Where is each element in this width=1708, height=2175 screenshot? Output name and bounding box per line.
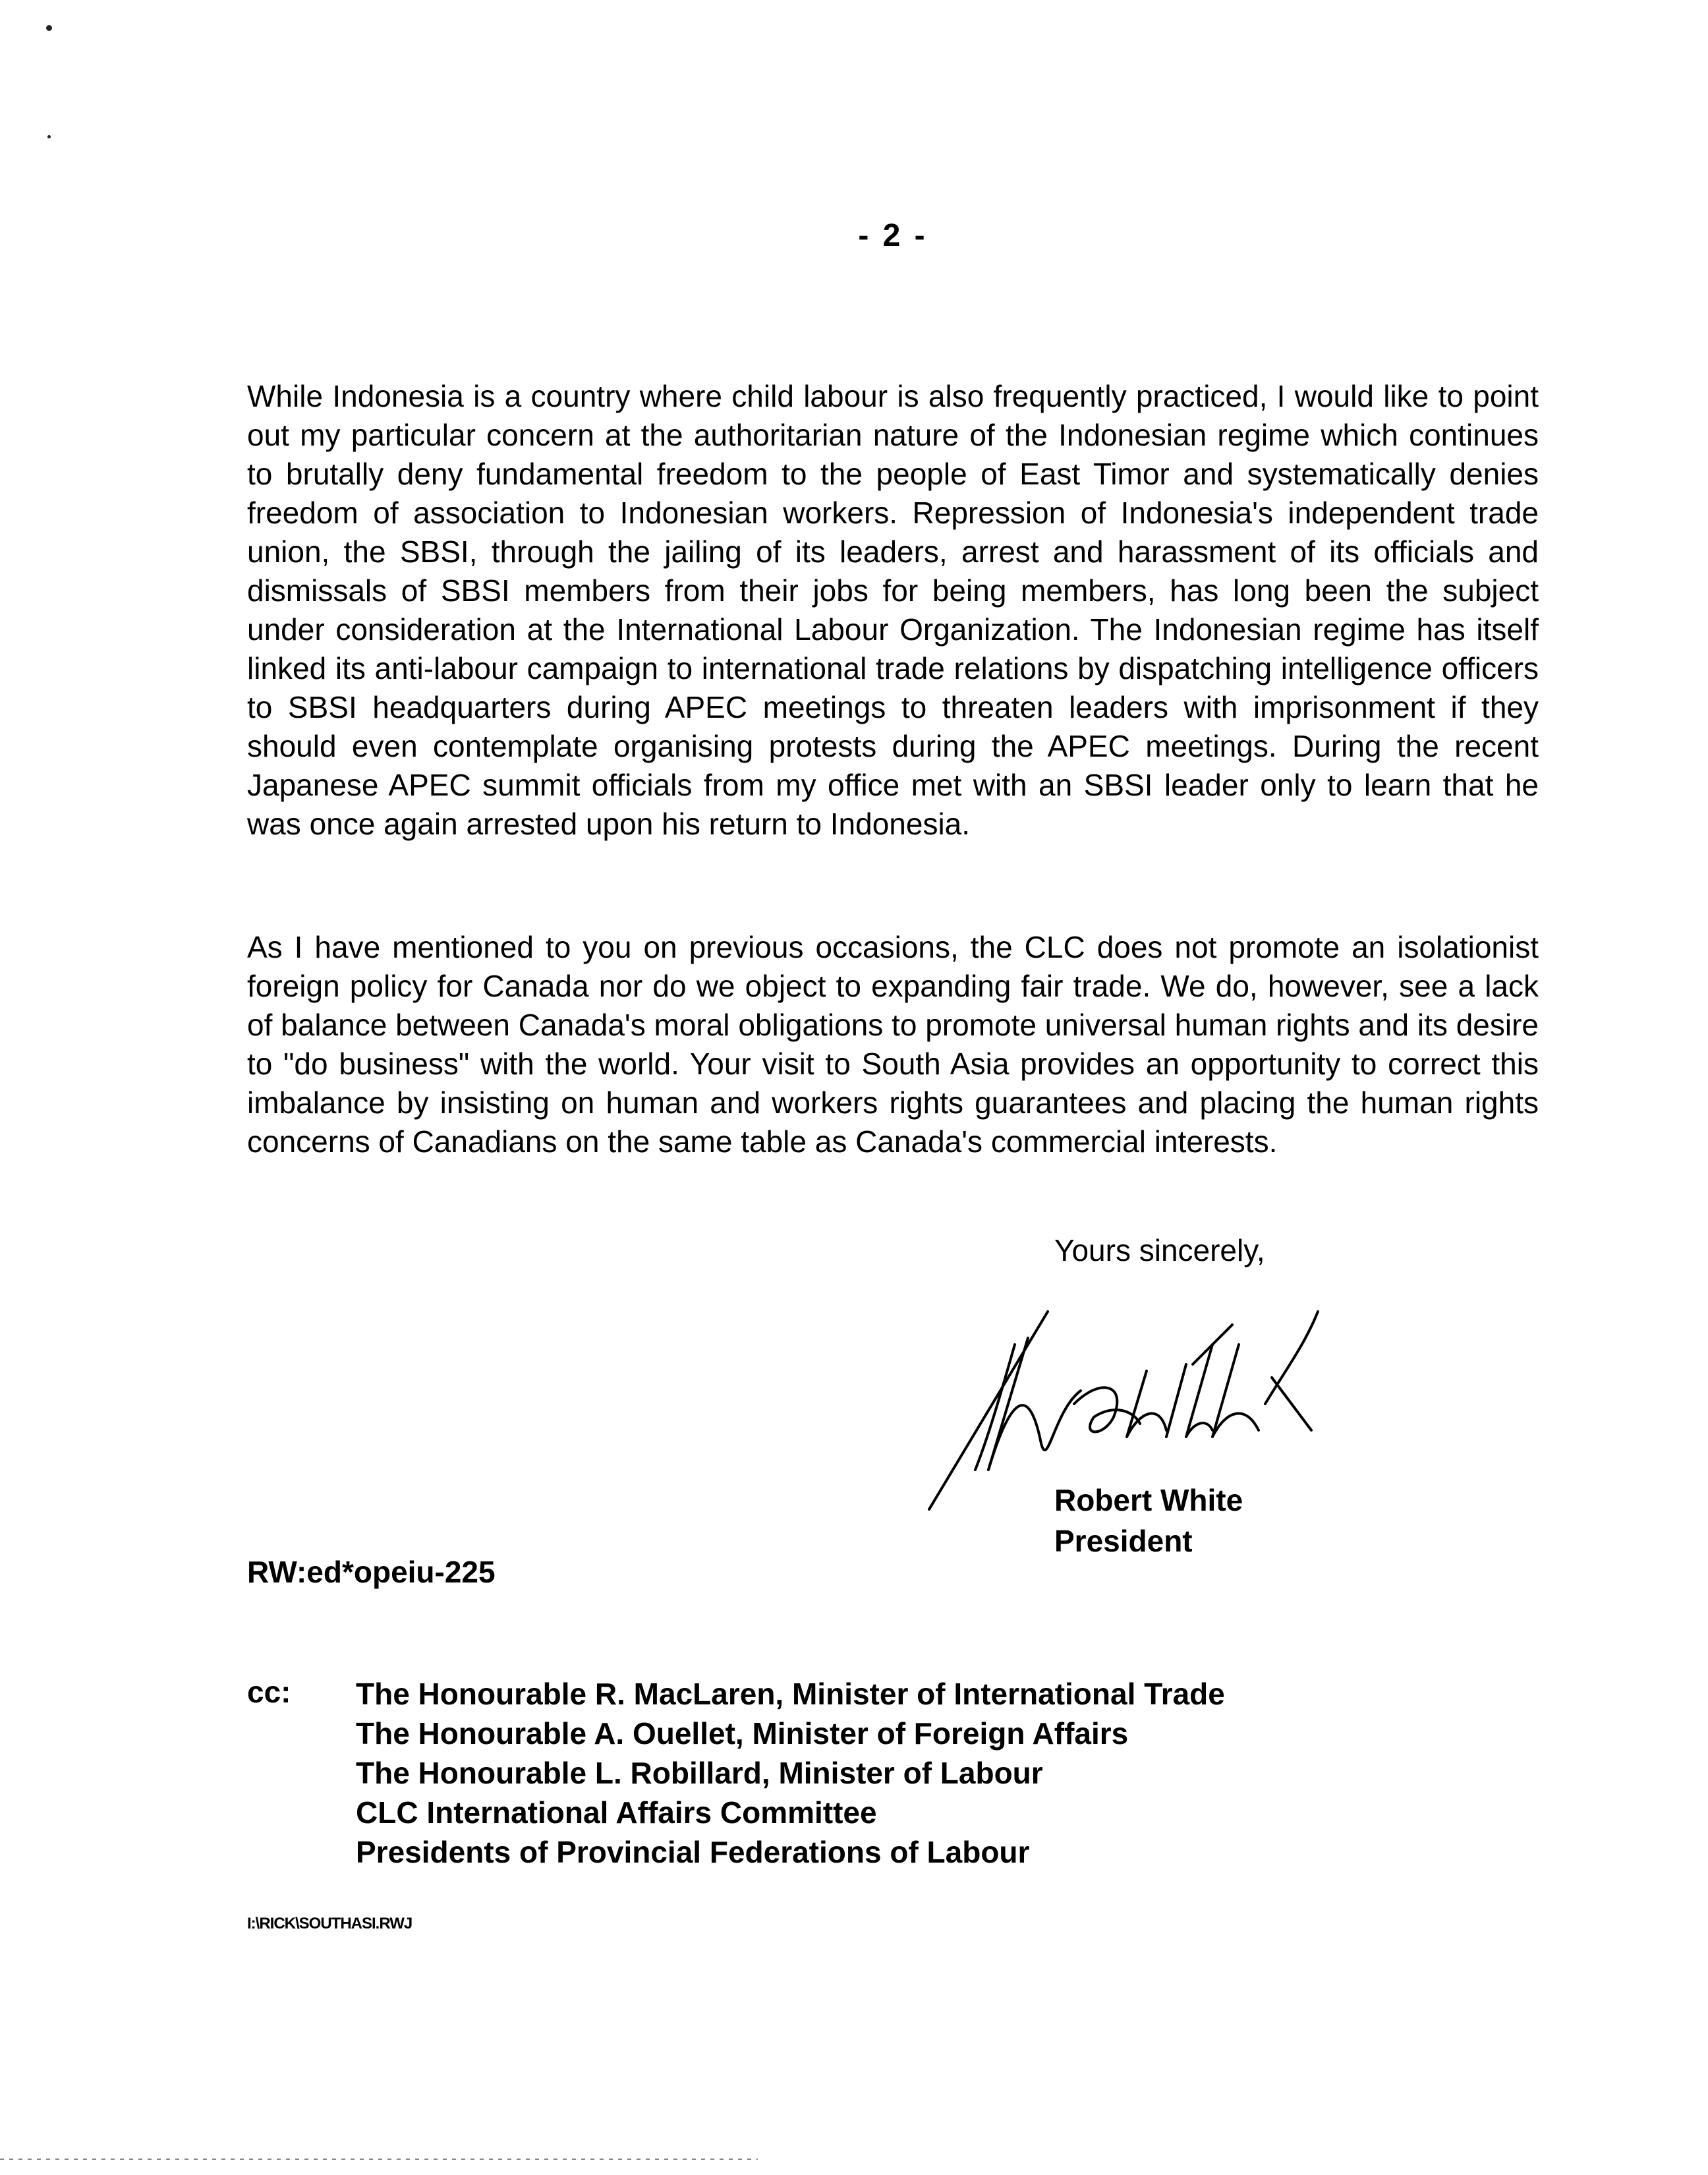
closing-salutation: Yours sincerely,	[1054, 1233, 1265, 1267]
cc-label: cc:	[247, 1675, 291, 1709]
cc-recipient-list	[356, 1674, 1225, 1872]
cc-recipient: The Honourable L. Robillard, Minister of Labour	[356, 1756, 1043, 1790]
file-path: I:\RICK\SOUTHASI.RWJ	[247, 1915, 413, 1932]
signer-name: Robert White	[1054, 1483, 1243, 1517]
signer-title: President	[1054, 1524, 1193, 1558]
scan-edge-artifact	[0, 2159, 758, 2160]
signer-block	[1054, 1480, 1243, 1561]
page-number: - 2 -	[858, 218, 928, 253]
cc-recipient: The Honourable A. Ouellet, Minister of Foreign Affairs	[356, 1716, 1129, 1751]
typist-reference: RW:ed*opeiu-225	[247, 1555, 496, 1589]
paragraph-trade-balance: As I have mentioned to you on previous occasions, the CLC does not promote an isolationist foreign policy for Canada nor do we object to expanding fair trade. We do, however, see a lack of balance between Canada's moral obligations to promote universal human rights and its desire to "do business" with the world. Your visit to South Asia provides an opportunity to correct this imbalance by insisting on human and workers rights guarantees and placing the human rights concerns of Canadians on the same table as Canada's commercial interests.	[247, 930, 1539, 1159]
cc-recipient: Presidents of Provincial Federations of Labour	[356, 1835, 1030, 1869]
scan-speck	[47, 135, 51, 138]
paragraph-indonesia: While Indonesia is a country where child labour is also frequently practiced, I would like to point out my particular concern at the authoritarian nature of the Indonesian regime which continues to brutally deny fundamental freedom to the people of East Timor and systematically denies freedom of association to Indonesian workers. Repression of Indonesia's independent trade union, the SBSI, through the jailing of its leaders, arrest and harassment of its officials and dismissals of SBSI members from their jobs for being members, has long been the subject under consideration at the International Labour Organization. The Indonesian regime has itself linked its anti-labour campaign to international trade relations by dispatching intelligence officers to SBSI headquarters during APEC meetings to threaten leaders with imprisonment if they should even contemplate organising protests during the APEC meetings. During the recent Japanese APEC summit officials from my office met with an SBSI leader only to learn that he was once again arrested upon his return to Indonesia.	[247, 379, 1539, 841]
scan-speck	[46, 25, 52, 31]
cc-recipient: The Honourable R. MacLaren, Minister of International Trade	[356, 1677, 1225, 1711]
cc-recipient: CLC International Affairs Committee	[356, 1795, 877, 1830]
